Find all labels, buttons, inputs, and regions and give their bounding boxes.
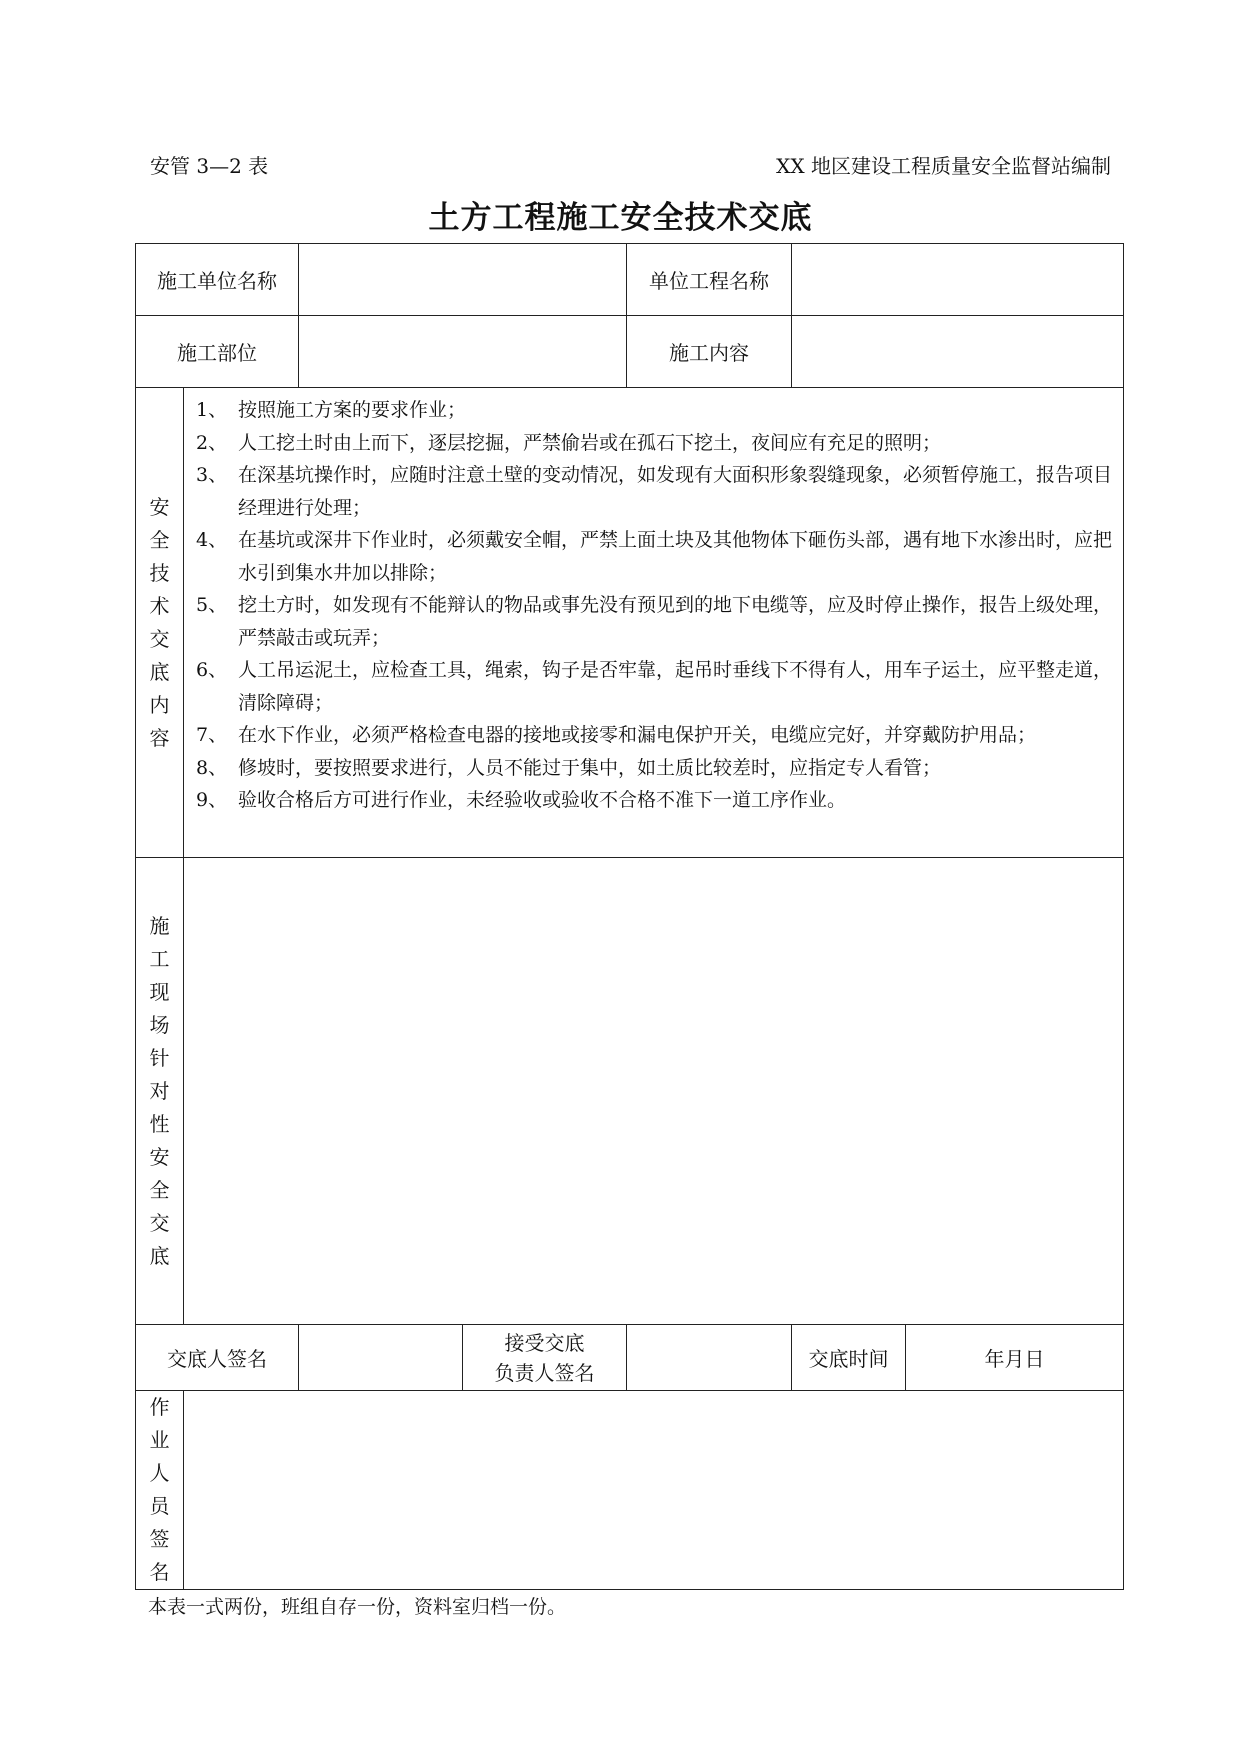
briefing-time-label: 交底时间	[792, 1325, 906, 1391]
label-char: 容	[149, 725, 170, 750]
list-item: 4、 在基坑或深井下作业时，必须戴安全帽，严禁上面土块及其他物体下砸伤头部，遇有地下水渗出时，应把水引到集水井加以排除；	[196, 529, 1113, 584]
label-char: 交	[149, 1210, 170, 1235]
label-char: 对	[149, 1078, 170, 1103]
receiver-signature-field[interactable]	[627, 1325, 792, 1391]
label-char: 技	[149, 560, 170, 585]
row-safety-content	[136, 388, 1124, 858]
content-label: 施工内容	[627, 316, 792, 388]
label-char: 工	[149, 946, 170, 971]
receiver-signature-label	[463, 1325, 627, 1391]
label-char: 名	[149, 1560, 170, 1584]
briefer-signature-label: 交底人签名	[136, 1325, 299, 1391]
label-char: 内	[149, 692, 170, 717]
list-item: 3、 在深基坑操作时，应随时注意土壁的变动情况，如发现有大面积形象裂缝现象，必须暂停施工，报告项目经理进行处理；	[196, 464, 1113, 519]
worker-signatures-field[interactable]	[184, 1391, 1124, 1590]
safety-content-label	[136, 388, 184, 858]
label-char: 签	[149, 1527, 170, 1551]
document-title: 土方工程施工安全技术交底	[428, 200, 813, 236]
row-signatures	[136, 1325, 1124, 1391]
label-char: 安	[149, 1144, 170, 1169]
list-item: 5、 挖土方时，如发现有不能辩认的物品或事先没有预见到的地下电缆等，应及时停止操作，报告上级处理，严禁敲击或玩弄；	[196, 594, 1113, 649]
list-item: 7、 在水下作业，必须严格检查电器的接地或接零和漏电保护开关，电缆应完好，并穿戴防护用品；	[196, 724, 1037, 746]
label-char: 术	[149, 593, 170, 618]
label-char: 安	[149, 494, 170, 519]
list-item: 1、 按照施工方案的要求作业；	[196, 399, 467, 421]
label-char: 场	[149, 1012, 170, 1037]
list-item: 2、 人工挖土时由上而下，逐层挖掘，严禁偷岩或在孤石下挖土，夜间应有充足的照明；	[196, 431, 942, 454]
receiver-label-line1: 接受交底	[504, 1330, 585, 1355]
content-field[interactable]	[792, 316, 1124, 388]
construction-unit-field[interactable]	[299, 244, 627, 316]
safety-briefing-form	[135, 243, 1124, 1590]
row-worker-signatures	[136, 1391, 1124, 1590]
briefing-time-field[interactable]: 年月日	[906, 1325, 1124, 1391]
construction-unit-label: 施工单位名称	[136, 244, 299, 316]
issuer-name: XX 地区建设工程质量安全监督站编制	[776, 154, 1111, 178]
footer-note: 本表一式两份，班组自存一份，资料室归档一份。	[148, 1596, 567, 1618]
label-char: 性	[149, 1111, 170, 1136]
row-location	[136, 316, 1124, 388]
label-char: 针	[149, 1045, 170, 1070]
row-unit	[136, 244, 1124, 316]
label-char: 作	[149, 1395, 170, 1419]
label-char: 施	[149, 913, 170, 938]
row-site-briefing	[136, 858, 1124, 1325]
list-item: 8、 修坡时，要按照要求进行，人员不能过于集中，如土质比较差时，应指定专人看管；	[196, 756, 942, 779]
label-char: 全	[149, 527, 170, 552]
list-item: 9、 验收合格后方可进行作业，未经验收或验收不合格不准下一道工序作业。	[196, 789, 847, 811]
label-char: 员	[149, 1494, 170, 1518]
project-name-label: 单位工程名称	[627, 244, 792, 316]
safety-items-list	[184, 388, 1124, 858]
location-field[interactable]	[299, 316, 627, 388]
receiver-label-line2: 负责人签名	[494, 1360, 595, 1385]
label-char: 底	[149, 659, 170, 684]
project-name-field[interactable]	[792, 244, 1124, 316]
site-briefing-label	[136, 858, 184, 1325]
label-char: 现	[149, 979, 170, 1004]
form-code: 安管 3—2 表	[150, 154, 269, 178]
label-char: 交	[149, 626, 170, 651]
label-char: 全	[149, 1177, 170, 1202]
label-char: 底	[149, 1243, 170, 1268]
list-item: 6、 人工吊运泥土，应检查工具，绳索，钩子是否牢靠，起吊时垂线下不得有人，用车子运土，应平整走道，清除障碍；	[196, 659, 1113, 714]
location-label: 施工部位	[136, 316, 299, 388]
briefer-signature-field[interactable]	[299, 1325, 463, 1391]
worker-signatures-label	[136, 1391, 184, 1590]
site-briefing-field[interactable]	[184, 858, 1124, 1325]
label-char: 人	[149, 1461, 170, 1485]
label-char: 业	[149, 1428, 170, 1452]
